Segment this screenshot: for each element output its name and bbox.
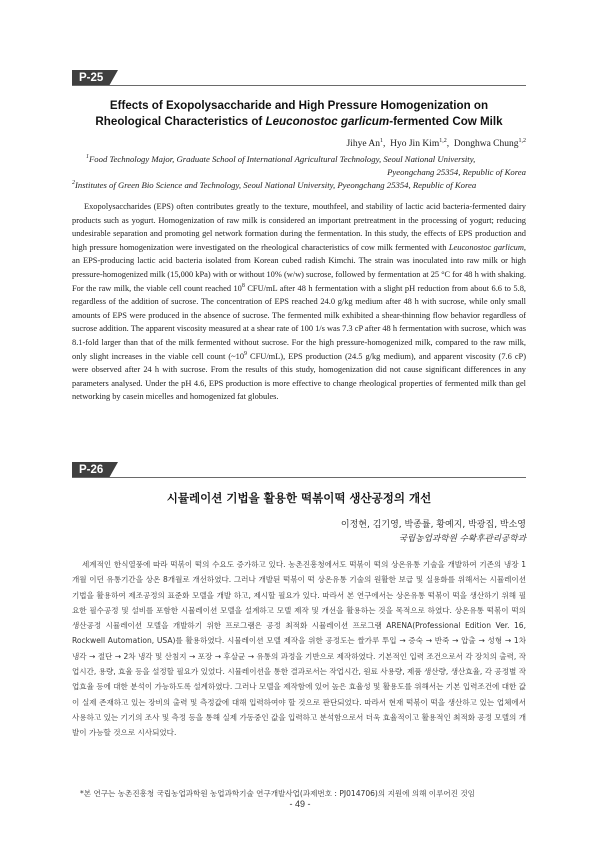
section-divider bbox=[72, 85, 526, 86]
title-line-1: Effects of Exopolysaccharide and High Pressure Homogenization on bbox=[109, 99, 489, 112]
affiliation-1: $^1$Food Technology Major, Graduate School of International Agricultural Technology, Seoul National University, Pyeongchang 25354, Republic of Korea bbox=[86, 154, 526, 177]
author-name: Donghwa Chung bbox=[453, 139, 519, 149]
body-paragraph: 세계적인 한식열풍에 따라 떡볶이 떡의 수요도 증가하고 있다. 농촌진흥청에서도 떡볶이 떡의 상온유통 기술을 개발하여 기존의 냉장 1개월 이던 유통기간을 상온 8개월로 개선하였다. 그러나 개발된 떡볶이 떡 상온유통 기술의 원활한 보급 및 실용화를 위해서는 시뮬레이션 기법을 활용하여 제조공정의 표준화 모델을 개발 하고, 제시할 필요가 있다. 따라서 본 연구에서는 상온유통 떡볶이 떡을 생산하기 위해 필요한 필수공정 및 설비를 포함한 시뮬레이션 모델을 설계하고 모델 제작 및 개선을 활용하는 것을 목적으로 하였다. 상온유통 떡볶이 떡의 생산공정 시뮬레이션 모델을 개발하기 위한 프로그램은 공정 최적화 시뮬레이션 프로그램 ARENA(Professional Edition Ver. 16, Rockwell Automation, USA)를 활용하였다. 시뮬레이션 모델 제작을 위한 공정도는 쌀가루 투입 → 증숙 → 반죽 → 압출 → 성형 → 1차 냉각 → 절단 → 2차 냉각 및 산침지 → 포장 → 후살균 → 유통의 과정을 기반으로 제작하였다. 기본적인 입력 조건으로서 각 장치의 출력, 작업시간, 용량, 효율 등을 설정할 필요가 있었다. 시뮬레이션을 통한 결과로서는 작업시간, 원료 사용량, 제품 생산량, 생산효율, 각 공정별 작업효율 등에 대한 분석이 가능하도록 설계하였다. 그러나 모델을 제작함에 있어 높은 효율성 및 활용도를 위해서는 기본 입력조건에 대한 값이 실제 존재하고 있는 장비의 출력 및 측정값에 대해 입력하여야 할 것으로 판단되었다. 따라서 현재 떡볶이 떡을 생산하고 있는 업체에서 사용하고 있는 기기의 조사 및 측정 등을 통해 실제 가동중인 값을 입력하고 분석함으로서 더욱 효율적이고 활용적인 최적화 공정 모델의 개발이 가능할 것으로 시사되었다. bbox=[72, 560, 526, 738]
section-divider bbox=[72, 477, 526, 478]
abstract-paragraph: Exopolysaccharides (EPS) often contributes greatly to the texture, mouthfeel, and stability of lactic acid bacteria-fermented dairy products such as yogurt. Homogenization of raw milk is considered an important pretreatment in the processing of yogurt; reducing undesirable separation and promoting gel network formation during the fermentation. In this study, the effects of EPS production and high pressure homogenization were investigated on the rheological characteristics of cow milk fermented with Leuconostoc garlicum, an EPS-producing lactic acid bacteria isolated from Korean cubed radish Kimchi. The strain was inoculated into raw milk or high pressure-homogenized milk (15,000 kPa) with or without 10% (w/w) sucrose, followed by fermentation at 25 °C for 48 h with shaking. For the raw milk, the viable cell count reached $10^8$ CFU/mL after 48 h fermentation with a slight pH reduction from about 6.6 to 5.8, regardless of the addition of sucrose. The concentration of EPS reached 24.0 g/kg medium after 48 h with sucrose, while only small amounts of EPS were produced in the absence of sucrose. The fermented milk exhibited a shear-thinning flow behavior regardless of sucrose addition. The apparent viscosity measured at a shear rate of 100 1/s was 7.3 cP after 48 h fermentation with sucrose, which was 8.1-fold larger than that of the milk fermented without sucrose. For the high pressure-homogenized milk, compared to the raw milk, only slight increases in the viable cell count ($\sim 10^9$ CFU/mL), EPS production (24.5 g/kg medium), and apparent viscosity (7.6 cP) were observed after 24 h with sucrose. From the results of this study, homogenization did not cause significant differences in any parameters analysed. Under the pH 4.6, EPS production is more effective to change rheological properties of fermented milk than gel networking by casein micelles and homogenized fat globules. bbox=[72, 202, 526, 402]
section-badge-p26: P-26 bbox=[72, 462, 109, 478]
title-line-2: Rheological Characteristics of Leuconostoc garlicum-fermented Cow Milk bbox=[95, 115, 503, 128]
section-badge-p25: P-25 bbox=[72, 70, 109, 86]
paper-title-ko: 시뮬레이션 기법을 활용한 떡볶이떡 생산공정의 개선 bbox=[166, 491, 432, 505]
author-list-ko: 이정현, 김기영, 박종률, 황예지, 박광집, 박소영 bbox=[340, 520, 526, 530]
funding-note: *본 연구는 농촌진흥청 국립농업과학원 농업과학기술 연구개발사업(과제번호 : PJ014706)의 지원에 의해 이루어진 것임 bbox=[80, 789, 475, 798]
affiliation-2: $^2$Institutes of Green Bio Science and Technology, Seoul National University, Pyeongchang 25354, Republic of Korea bbox=[72, 180, 477, 190]
paper-title-en bbox=[72, 98, 526, 130]
page-number: - 49 - bbox=[289, 799, 311, 809]
author-name: Hyo Jin Kim bbox=[390, 139, 440, 149]
author-name: Jihye An bbox=[346, 139, 380, 149]
affiliation-ko: 국립농업과학원 수확후관리공학과 bbox=[398, 534, 526, 544]
author-list-en: Jihye An$^1$, Hyo Jin Kim$^{1,2}$, Donghwa Chung$^{1,2}$ bbox=[346, 137, 526, 149]
